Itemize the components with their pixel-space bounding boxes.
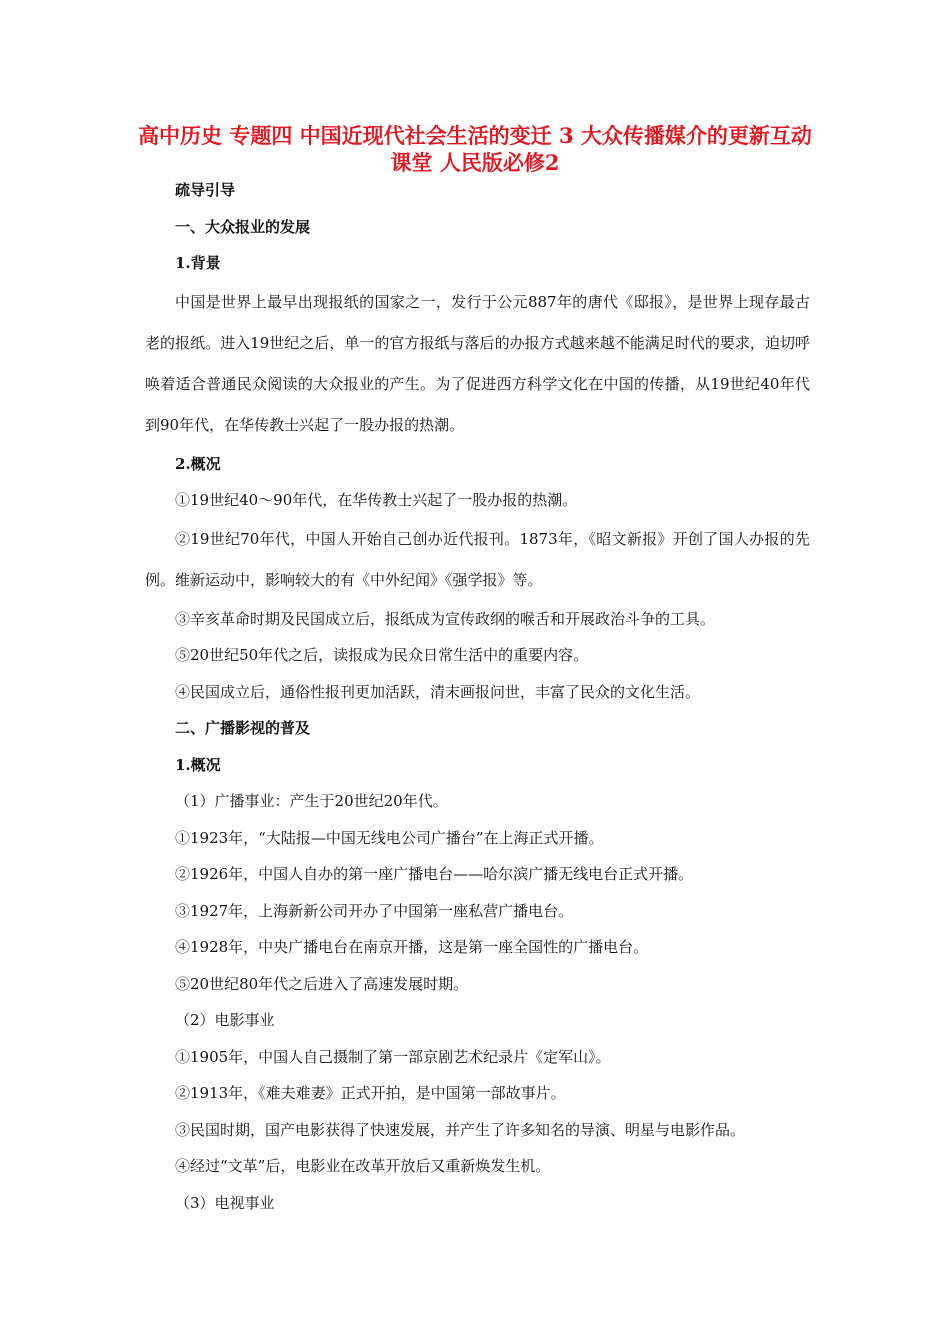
background-heading: 1.背景 — [175, 254, 221, 272]
background-paragraph: 中国是世界上最早出现报纸的国家之一，发行于公元887年的唐代《邸报》，是世界上现存最古老的报纸。进入19世纪之后，单一的官方报纸与落后的办报方式越来越不能满足时代的要求，迫切呼唤着适合普通民众阅读的大众报业的产生。为了促进西方科学文化在中国的传播，从19世纪40年代到90年代，在华传教士兴起了一股办报的热潮。 — [145, 292, 810, 434]
section2-overview-heading: 1.概况 — [175, 755, 221, 774]
section2-heading: 二、广播影视的普及 — [175, 719, 311, 737]
tv-heading: （3）电视事业 — [175, 1193, 275, 1212]
newspaper-item-4: ⑤20世纪50年代之后，读报成为民众日常生活中的重要内容。 — [175, 646, 589, 664]
guide-label: 疏导引导 — [175, 181, 236, 199]
radio-item-3: ③1927年，上海新新公司开办了中国第一座私营广播电台。 — [175, 901, 574, 920]
newspaper-item-1: ①19世纪40～90年代，在华传教士兴起了一股办报的热潮。 — [175, 491, 578, 509]
film-item-4: ④经过“文革”后，电影业在改革开放后又重新焕发生机。 — [175, 1157, 551, 1175]
film-heading: （2）电影事业 — [175, 1011, 275, 1029]
newspaper-item-3: ③辛亥革命时期及民国成立后，报纸成为宣传政纲的喉舌和开展政治斗争的工具。 — [175, 609, 716, 628]
film-item-1: ①1905年，中国人自己摄制了第一部京剧艺术纪录片《定军山》。 — [175, 1047, 611, 1066]
film-item-3: ③民国时期，国产电影获得了快速发展，并产生了许多知名的导演、明星与电影作品。 — [175, 1120, 746, 1139]
radio-heading: （1）广播事业：产生于20世纪20年代。 — [175, 792, 448, 810]
document-title: 高中历史 专题四 中国近现代社会生活的变迁 3 大众传播媒介的更新互动课堂 人民版必修2 — [138, 123, 812, 175]
document-body — [145, 172, 810, 1221]
radio-item-2: ②1926年，中国人自办的第一座广播电台——哈尔滨广播无线电台正式开播。 — [175, 865, 694, 883]
newspaper-item-5: ④民国成立后，通俗性报刊更加活跃，清末画报问世，丰富了民众的文化生活。 — [175, 682, 701, 701]
newspaper-item-2: ②19世纪70年代，中国人开始自己创办近代报刊。1873年，《昭文新报》开创了国人办报的先例。维新运动中，影响较大的有《中外纪闻》《强学报》等。 — [145, 529, 810, 589]
radio-item-1: ①1923年，“大陆报—中国无线电公司广播台”在上海正式开播。 — [175, 828, 604, 847]
section1-heading: 一、大众报业的发展 — [175, 217, 311, 236]
film-item-2: ②1913年，《难夫难妻》正式开拍，是中国第一部故事片。 — [175, 1084, 566, 1102]
radio-item-5: ⑤20世纪80年代之后进入了高速发展时期。 — [175, 974, 469, 993]
overview-heading: 2.概况 — [175, 454, 221, 473]
radio-item-4: ④1928年，中央广播电台在南京开播，这是第一座全国性的广播电台。 — [175, 938, 649, 956]
